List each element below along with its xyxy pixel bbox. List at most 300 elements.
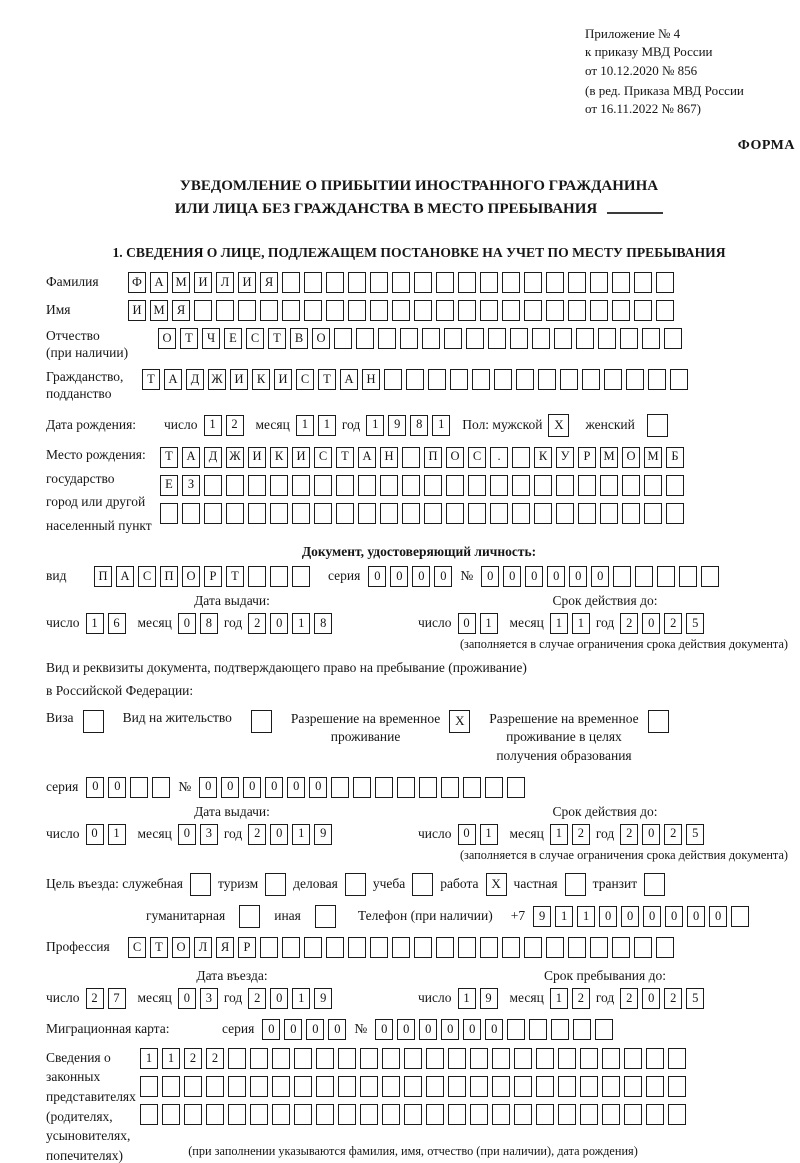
char-cell[interactable]: 1	[292, 613, 310, 634]
char-cell[interactable]: Н	[362, 369, 380, 390]
char-cell[interactable]: Ф	[128, 272, 146, 293]
char-cell[interactable]	[304, 272, 322, 293]
char-cell[interactable]: 0	[481, 566, 499, 587]
char-cell[interactable]	[554, 328, 572, 349]
char-cell[interactable]	[529, 1019, 547, 1040]
char-cell[interactable]: М	[644, 447, 662, 468]
char-cell[interactable]	[664, 328, 682, 349]
char-cell[interactable]: Я	[172, 300, 190, 321]
char-cell[interactable]	[644, 503, 662, 524]
char-cell[interactable]	[536, 1076, 554, 1097]
char-cell[interactable]	[532, 328, 550, 349]
char-cell[interactable]	[270, 566, 288, 587]
char-cell[interactable]: Т	[226, 566, 244, 587]
char-cell[interactable]: 0	[243, 777, 261, 798]
char-cell[interactable]	[314, 475, 332, 496]
char-cell[interactable]	[294, 1076, 312, 1097]
char-cell[interactable]: 0	[284, 1019, 302, 1040]
char-cell[interactable]: О	[172, 937, 190, 958]
char-cell[interactable]	[646, 1048, 664, 1069]
char-cell[interactable]: С	[296, 369, 314, 390]
char-cell[interactable]: Я	[260, 272, 278, 293]
char-cell[interactable]: А	[182, 447, 200, 468]
char-cell[interactable]	[644, 475, 662, 496]
char-cell[interactable]	[602, 1076, 620, 1097]
char-cell[interactable]: 0	[458, 824, 476, 845]
char-cell[interactable]	[392, 937, 410, 958]
char-cell[interactable]: X	[486, 873, 507, 896]
char-cell[interactable]	[384, 369, 402, 390]
char-cell[interactable]	[546, 272, 564, 293]
char-cell[interactable]	[226, 475, 244, 496]
char-cell[interactable]: Т	[336, 447, 354, 468]
char-cell[interactable]: Р	[238, 937, 256, 958]
char-cell[interactable]: П	[94, 566, 112, 587]
char-cell[interactable]	[378, 328, 396, 349]
char-cell[interactable]: 0	[485, 1019, 503, 1040]
char-cell[interactable]: 1	[572, 613, 590, 634]
char-cell[interactable]: С	[468, 447, 486, 468]
char-cell[interactable]: З	[182, 475, 200, 496]
char-cell[interactable]: И	[292, 447, 310, 468]
char-cell[interactable]: А	[150, 272, 168, 293]
char-cell[interactable]: М	[150, 300, 168, 321]
char-cell[interactable]: 2	[184, 1048, 202, 1069]
char-cell[interactable]	[345, 873, 366, 896]
char-cell[interactable]: О	[446, 447, 464, 468]
char-cell[interactable]	[524, 300, 542, 321]
char-cell[interactable]	[238, 300, 256, 321]
char-cell[interactable]	[130, 777, 148, 798]
char-cell[interactable]	[392, 300, 410, 321]
char-cell[interactable]: 0	[621, 906, 639, 927]
char-cell[interactable]	[404, 1104, 422, 1125]
char-cell[interactable]: 0	[463, 1019, 481, 1040]
char-cell[interactable]	[576, 328, 594, 349]
char-cell[interactable]: 0	[434, 566, 452, 587]
char-cell[interactable]	[558, 1104, 576, 1125]
char-cell[interactable]	[348, 272, 366, 293]
char-cell[interactable]	[426, 1104, 444, 1125]
char-cell[interactable]: 9	[533, 906, 551, 927]
char-cell[interactable]	[326, 272, 344, 293]
char-cell[interactable]	[184, 1104, 202, 1125]
char-cell[interactable]: 2	[248, 824, 266, 845]
char-cell[interactable]: 9	[314, 988, 332, 1009]
char-cell[interactable]	[602, 1048, 620, 1069]
char-cell[interactable]: 1	[480, 824, 498, 845]
char-cell[interactable]	[400, 328, 418, 349]
char-cell[interactable]: А	[340, 369, 358, 390]
char-cell[interactable]: 1	[296, 415, 314, 436]
char-cell[interactable]	[348, 300, 366, 321]
char-cell[interactable]	[534, 503, 552, 524]
char-cell[interactable]	[635, 566, 653, 587]
char-cell[interactable]	[679, 566, 697, 587]
char-cell[interactable]: И	[248, 447, 266, 468]
char-cell[interactable]	[404, 1048, 422, 1069]
char-cell[interactable]	[392, 272, 410, 293]
char-cell[interactable]	[634, 300, 652, 321]
char-cell[interactable]	[294, 1048, 312, 1069]
char-cell[interactable]: К	[252, 369, 270, 390]
char-cell[interactable]	[612, 272, 630, 293]
char-cell[interactable]: 0	[642, 988, 660, 1009]
char-cell[interactable]	[406, 369, 424, 390]
char-cell[interactable]	[620, 328, 638, 349]
char-cell[interactable]: 0	[199, 777, 217, 798]
char-cell[interactable]	[590, 300, 608, 321]
char-cell[interactable]	[622, 503, 640, 524]
char-cell[interactable]	[382, 1076, 400, 1097]
char-cell[interactable]	[646, 1076, 664, 1097]
char-cell[interactable]	[480, 937, 498, 958]
char-cell[interactable]	[701, 566, 719, 587]
char-cell[interactable]	[510, 328, 528, 349]
char-cell[interactable]: Е	[224, 328, 242, 349]
char-cell[interactable]	[239, 905, 260, 928]
char-cell[interactable]	[404, 1076, 422, 1097]
char-cell[interactable]	[624, 1048, 642, 1069]
char-cell[interactable]	[524, 937, 542, 958]
char-cell[interactable]	[282, 300, 300, 321]
char-cell[interactable]	[250, 1076, 268, 1097]
char-cell[interactable]	[316, 1104, 334, 1125]
char-cell[interactable]: Л	[194, 937, 212, 958]
char-cell[interactable]	[568, 272, 586, 293]
char-cell[interactable]: С	[246, 328, 264, 349]
char-cell[interactable]	[626, 369, 644, 390]
char-cell[interactable]	[336, 475, 354, 496]
char-cell[interactable]	[558, 1076, 576, 1097]
char-cell[interactable]	[250, 1104, 268, 1125]
char-cell[interactable]	[382, 1048, 400, 1069]
char-cell[interactable]: 3	[200, 988, 218, 1009]
char-cell[interactable]	[422, 328, 440, 349]
char-cell[interactable]	[444, 328, 462, 349]
char-cell[interactable]	[624, 1076, 642, 1097]
char-cell[interactable]: А	[116, 566, 134, 587]
char-cell[interactable]: С	[314, 447, 332, 468]
char-cell[interactable]	[292, 566, 310, 587]
char-cell[interactable]	[634, 937, 652, 958]
char-cell[interactable]: 0	[270, 824, 288, 845]
char-cell[interactable]	[314, 503, 332, 524]
char-cell[interactable]: 1	[140, 1048, 158, 1069]
char-cell[interactable]	[226, 503, 244, 524]
char-cell[interactable]: 2	[86, 988, 104, 1009]
char-cell[interactable]	[573, 1019, 591, 1040]
char-cell[interactable]: Д	[204, 447, 222, 468]
char-cell[interactable]: Д	[186, 369, 204, 390]
char-cell[interactable]	[546, 937, 564, 958]
char-cell[interactable]	[304, 937, 322, 958]
char-cell[interactable]	[248, 503, 266, 524]
char-cell[interactable]	[648, 710, 669, 733]
char-cell[interactable]	[580, 1104, 598, 1125]
char-cell[interactable]: 2	[248, 613, 266, 634]
char-cell[interactable]: И	[230, 369, 248, 390]
char-cell[interactable]	[370, 272, 388, 293]
char-cell[interactable]	[502, 272, 520, 293]
char-cell[interactable]: 0	[643, 906, 661, 927]
char-cell[interactable]	[380, 503, 398, 524]
char-cell[interactable]	[338, 1048, 356, 1069]
char-cell[interactable]	[480, 272, 498, 293]
char-cell[interactable]: X	[449, 710, 470, 733]
char-cell[interactable]	[512, 447, 530, 468]
char-cell[interactable]	[448, 1048, 466, 1069]
char-cell[interactable]	[282, 937, 300, 958]
char-cell[interactable]	[414, 300, 432, 321]
char-cell[interactable]	[600, 503, 618, 524]
char-cell[interactable]: 1	[550, 613, 568, 634]
char-cell[interactable]: М	[172, 272, 190, 293]
char-cell[interactable]: 9	[314, 824, 332, 845]
char-cell[interactable]	[414, 272, 432, 293]
char-cell[interactable]: 6	[108, 613, 126, 634]
char-cell[interactable]: И	[128, 300, 146, 321]
char-cell[interactable]	[426, 1076, 444, 1097]
char-cell[interactable]	[668, 1076, 686, 1097]
char-cell[interactable]	[458, 300, 476, 321]
char-cell[interactable]: 8	[314, 613, 332, 634]
char-cell[interactable]: 8	[200, 613, 218, 634]
char-cell[interactable]	[602, 1104, 620, 1125]
char-cell[interactable]	[426, 1048, 444, 1069]
char-cell[interactable]	[494, 369, 512, 390]
char-cell[interactable]	[595, 1019, 613, 1040]
char-cell[interactable]	[580, 1048, 598, 1069]
char-cell[interactable]	[140, 1076, 158, 1097]
char-cell[interactable]	[152, 777, 170, 798]
char-cell[interactable]	[83, 710, 104, 733]
char-cell[interactable]	[646, 1104, 664, 1125]
char-cell[interactable]: 1	[550, 824, 568, 845]
char-cell[interactable]	[228, 1048, 246, 1069]
char-cell[interactable]: 0	[265, 777, 283, 798]
char-cell[interactable]: И	[274, 369, 292, 390]
char-cell[interactable]	[656, 937, 674, 958]
char-cell[interactable]	[304, 300, 322, 321]
char-cell[interactable]	[272, 1048, 290, 1069]
char-cell[interactable]	[436, 937, 454, 958]
char-cell[interactable]	[622, 475, 640, 496]
char-cell[interactable]	[647, 414, 668, 437]
char-cell[interactable]	[565, 873, 586, 896]
char-cell[interactable]	[204, 503, 222, 524]
char-cell[interactable]	[228, 1076, 246, 1097]
char-cell[interactable]: X	[548, 414, 569, 437]
char-cell[interactable]: 0	[397, 1019, 415, 1040]
char-cell[interactable]: 3	[200, 824, 218, 845]
char-cell[interactable]	[446, 475, 464, 496]
char-cell[interactable]	[272, 1104, 290, 1125]
char-cell[interactable]: Ж	[226, 447, 244, 468]
char-cell[interactable]	[358, 503, 376, 524]
char-cell[interactable]	[578, 503, 596, 524]
char-cell[interactable]: Я	[216, 937, 234, 958]
char-cell[interactable]	[338, 1076, 356, 1097]
char-cell[interactable]	[463, 777, 481, 798]
char-cell[interactable]: 2	[206, 1048, 224, 1069]
char-cell[interactable]	[470, 1048, 488, 1069]
char-cell[interactable]	[512, 503, 530, 524]
char-cell[interactable]	[194, 300, 212, 321]
char-cell[interactable]: .	[490, 447, 508, 468]
char-cell[interactable]	[668, 1104, 686, 1125]
char-cell[interactable]: 9	[388, 415, 406, 436]
char-cell[interactable]: О	[622, 447, 640, 468]
char-cell[interactable]	[598, 328, 616, 349]
char-cell[interactable]: П	[160, 566, 178, 587]
char-cell[interactable]	[448, 1076, 466, 1097]
char-cell[interactable]	[334, 328, 352, 349]
char-cell[interactable]: 2	[620, 824, 638, 845]
char-cell[interactable]: 0	[108, 777, 126, 798]
char-cell[interactable]	[514, 1076, 532, 1097]
char-cell[interactable]: 0	[591, 566, 609, 587]
char-cell[interactable]	[507, 777, 525, 798]
char-cell[interactable]	[458, 272, 476, 293]
char-cell[interactable]	[436, 300, 454, 321]
char-cell[interactable]: Р	[578, 447, 596, 468]
char-cell[interactable]: 1	[555, 906, 573, 927]
char-cell[interactable]	[492, 1104, 510, 1125]
char-cell[interactable]	[668, 1048, 686, 1069]
char-cell[interactable]	[248, 566, 266, 587]
char-cell[interactable]: 0	[441, 1019, 459, 1040]
char-cell[interactable]	[419, 777, 437, 798]
char-cell[interactable]	[315, 905, 336, 928]
char-cell[interactable]	[466, 328, 484, 349]
char-cell[interactable]	[282, 272, 300, 293]
char-cell[interactable]	[590, 937, 608, 958]
char-cell[interactable]	[568, 300, 586, 321]
char-cell[interactable]	[600, 475, 618, 496]
char-cell[interactable]: 0	[262, 1019, 280, 1040]
char-cell[interactable]: 0	[525, 566, 543, 587]
char-cell[interactable]: Т	[142, 369, 160, 390]
char-cell[interactable]: 0	[547, 566, 565, 587]
char-cell[interactable]	[556, 475, 574, 496]
char-cell[interactable]	[560, 369, 578, 390]
char-cell[interactable]: 1	[577, 906, 595, 927]
char-cell[interactable]	[556, 503, 574, 524]
char-cell[interactable]	[642, 328, 660, 349]
char-cell[interactable]: 0	[178, 824, 196, 845]
char-cell[interactable]: К	[534, 447, 552, 468]
char-cell[interactable]	[446, 503, 464, 524]
char-cell[interactable]: 1	[162, 1048, 180, 1069]
char-cell[interactable]	[424, 475, 442, 496]
char-cell[interactable]	[206, 1104, 224, 1125]
char-cell[interactable]: 0	[270, 988, 288, 1009]
char-cell[interactable]	[360, 1048, 378, 1069]
char-cell[interactable]: 2	[620, 613, 638, 634]
char-cell[interactable]: 2	[226, 415, 244, 436]
char-cell[interactable]	[644, 873, 665, 896]
char-cell[interactable]: 0	[458, 613, 476, 634]
char-cell[interactable]: 0	[390, 566, 408, 587]
char-cell[interactable]	[140, 1104, 158, 1125]
char-cell[interactable]: 0	[309, 777, 327, 798]
char-cell[interactable]	[612, 937, 630, 958]
char-cell[interactable]	[248, 475, 266, 496]
char-cell[interactable]	[370, 937, 388, 958]
char-cell[interactable]: 0	[419, 1019, 437, 1040]
char-cell[interactable]	[414, 937, 432, 958]
char-cell[interactable]: Т	[318, 369, 336, 390]
char-cell[interactable]	[360, 1076, 378, 1097]
char-cell[interactable]	[524, 272, 542, 293]
char-cell[interactable]: 0	[328, 1019, 346, 1040]
char-cell[interactable]: 0	[687, 906, 705, 927]
char-cell[interactable]: 0	[368, 566, 386, 587]
char-cell[interactable]	[204, 475, 222, 496]
char-cell[interactable]	[488, 328, 506, 349]
char-cell[interactable]	[292, 503, 310, 524]
char-cell[interactable]: Ж	[208, 369, 226, 390]
char-cell[interactable]: 9	[480, 988, 498, 1009]
char-cell[interactable]	[206, 1076, 224, 1097]
char-cell[interactable]	[502, 300, 520, 321]
char-cell[interactable]: У	[556, 447, 574, 468]
char-cell[interactable]	[251, 710, 272, 733]
char-cell[interactable]: 8	[410, 415, 428, 436]
char-cell[interactable]: 0	[642, 824, 660, 845]
char-cell[interactable]	[472, 369, 490, 390]
char-cell[interactable]	[624, 1104, 642, 1125]
char-cell[interactable]	[316, 1076, 334, 1097]
char-cell[interactable]	[578, 475, 596, 496]
char-cell[interactable]	[326, 937, 344, 958]
char-cell[interactable]: 1	[292, 824, 310, 845]
char-cell[interactable]	[228, 1104, 246, 1125]
char-cell[interactable]	[424, 503, 442, 524]
char-cell[interactable]: Л	[216, 272, 234, 293]
char-cell[interactable]: Ч	[202, 328, 220, 349]
char-cell[interactable]	[265, 873, 286, 896]
char-cell[interactable]	[326, 300, 344, 321]
char-cell[interactable]	[458, 937, 476, 958]
char-cell[interactable]: О	[182, 566, 200, 587]
char-cell[interactable]	[216, 300, 234, 321]
char-cell[interactable]: Т	[180, 328, 198, 349]
char-cell[interactable]	[490, 503, 508, 524]
char-cell[interactable]: 2	[664, 613, 682, 634]
char-cell[interactable]	[380, 475, 398, 496]
char-cell[interactable]	[160, 503, 178, 524]
char-cell[interactable]	[612, 300, 630, 321]
char-cell[interactable]	[490, 475, 508, 496]
char-cell[interactable]: 2	[248, 988, 266, 1009]
char-cell[interactable]	[468, 475, 486, 496]
char-cell[interactable]: 1	[86, 613, 104, 634]
char-cell[interactable]: 0	[709, 906, 727, 927]
char-cell[interactable]	[370, 300, 388, 321]
char-cell[interactable]: 2	[572, 988, 590, 1009]
char-cell[interactable]: И	[238, 272, 256, 293]
char-cell[interactable]	[485, 777, 503, 798]
char-cell[interactable]	[402, 503, 420, 524]
char-cell[interactable]	[514, 1104, 532, 1125]
char-cell[interactable]	[536, 1104, 554, 1125]
char-cell[interactable]	[512, 475, 530, 496]
char-cell[interactable]: 1	[366, 415, 384, 436]
char-cell[interactable]: Б	[666, 447, 684, 468]
char-cell[interactable]	[382, 1104, 400, 1125]
